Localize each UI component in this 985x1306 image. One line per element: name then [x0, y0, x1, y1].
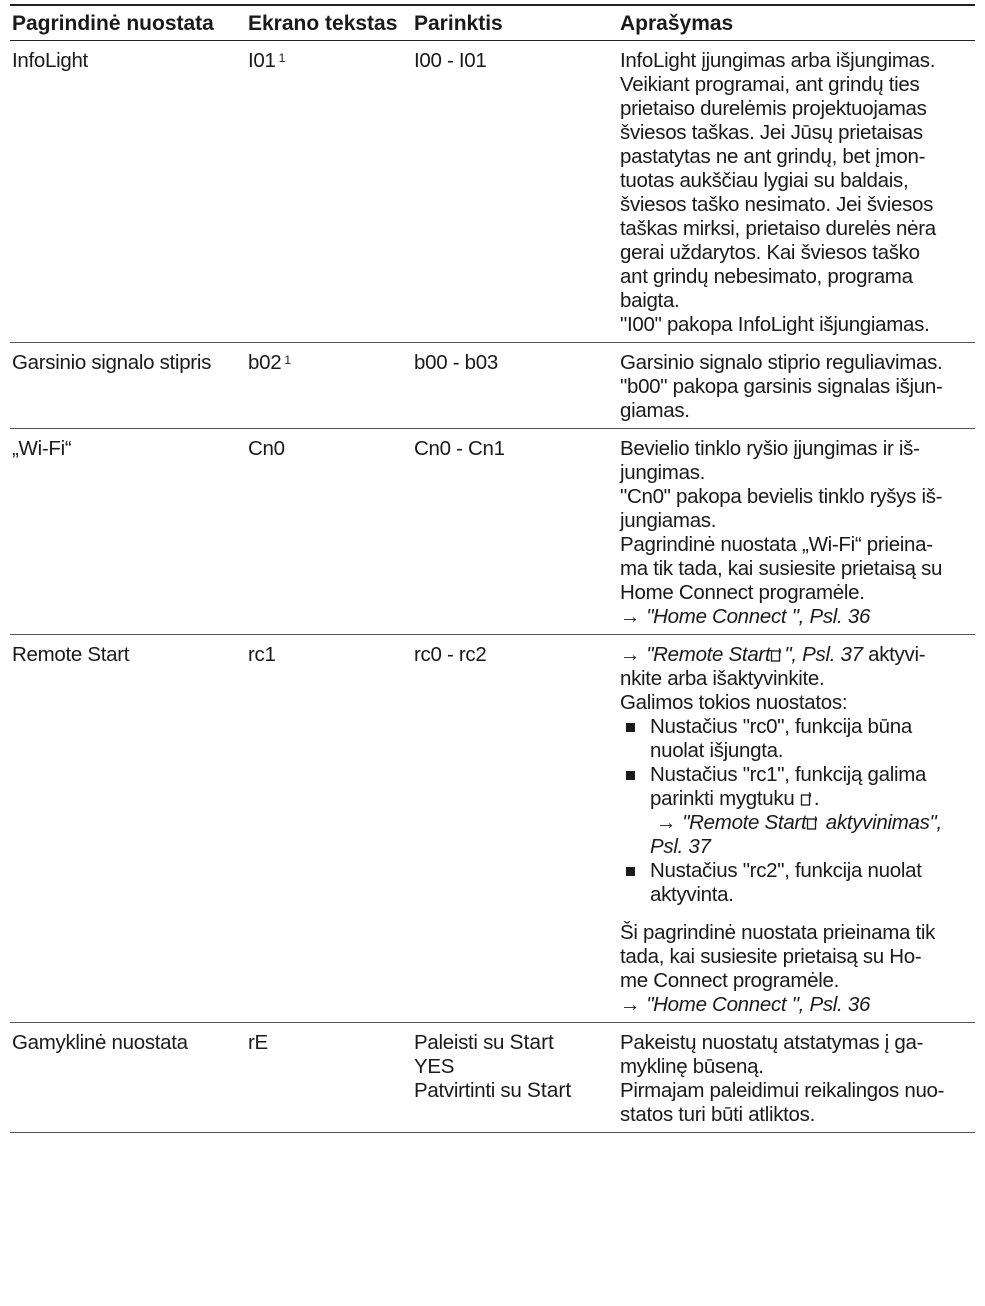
- bullet-square-icon: [626, 723, 635, 732]
- arrow-right-icon: →: [620, 605, 641, 628]
- cross-reference-link[interactable]: → "Home Connect ", Psl. 36: [620, 605, 871, 628]
- option-range: I00 - I01: [414, 49, 487, 72]
- description: InfoLight įjungimas arba išjungimas. Veikiant programai, ant grindų ties prietaiso durelėmis projektuojamas šviesos taškas. Jei Jūsų prietaisas pastatytas ne ant grindų, bet įmon- tuotas aukščiau lygiai su baldais, šviesos taško nesimato. Jei šviesos taškas mirksi, prietaiso durelės nėra gerai uždarytos. Kai šviesos taško ant grindų nebesimato, programa baigta. "I00" pakopa InfoLight išjungiamas.: [620, 49, 936, 336]
- remote-start-icon: [806, 815, 820, 831]
- arrow-right-icon: →: [620, 993, 641, 1016]
- setting-name: InfoLight: [12, 49, 88, 72]
- start-key-label: Start: [509, 1031, 554, 1054]
- display-text: b02 $^1$: [248, 351, 291, 374]
- setting-name: „Wi-Fi“: [12, 437, 72, 460]
- setting-name: Remote Start: [12, 643, 130, 666]
- list-item: Nustačius "rc2", funkcija nuolat aktyvinta.: [620, 859, 967, 907]
- display-text: Cn0: [248, 437, 285, 460]
- arrow-right-icon: →: [656, 811, 677, 834]
- description: → "Remote Start ", Psl. 37 aktyvi- nkite arba išaktyvinkite. Galimos tokios nuostatos: Nustačius "rc0", funkcija būna nuolat išjungta. Nustačius "rc1", funkciją galima parinkti mygtuku . → "Remote Start aktyvinimas", Psl. 37 Nustačius "rc2", funkcija nuolat aktyvinta. Ši pagrindinė nuostata prieinama tik tada, kai susiesite prietaisą su Ho- me Connect programėle. → "Home Connect ", Psl. 36: [618, 635, 975, 1023]
- settings-table: [10, 4, 975, 1133]
- display-text: I01 $^1$: [248, 49, 285, 72]
- table-row: [10, 1023, 975, 1133]
- options-list: [620, 715, 967, 907]
- option-range: rc0 - rc2: [414, 643, 487, 666]
- table-row: [10, 429, 975, 635]
- description: Pakeistų nuostatų atstatymas į ga- myklinę būseną. Pirmajam paleidimui reikalingos nuo- statos turi būti atliktos.: [620, 1031, 945, 1126]
- cross-reference-link[interactable]: → "Remote Start ", Psl. 37: [620, 643, 863, 666]
- bullet-square-icon: [626, 867, 635, 876]
- remote-start-icon: [800, 791, 814, 807]
- display-text: rc1: [248, 643, 276, 666]
- option-range: Cn0 - Cn1: [414, 437, 505, 460]
- cross-reference-link[interactable]: → "Remote Start aktyvinimas",: [656, 811, 942, 834]
- footnote-marker: 1: [278, 51, 285, 65]
- display-text: rE: [248, 1031, 268, 1054]
- settings-page: [10, 4, 975, 1133]
- list-item: Nustačius "rc0", funkcija būna nuolat išjungta.: [620, 715, 967, 763]
- description: Bevielio tinklo ryšio įjungimas ir iš- jungimas. "Cn0" pakopa bevielis tinklo ryšys iš- jungiamas. Pagrindinė nuostata „Wi-Fi“ prieina- ma tik tada, kai susiesite prietaisą su Home Connect programėle. → "Home Connect ", Psl. 36: [618, 429, 975, 635]
- table-row: [10, 635, 975, 1023]
- header-setting: Pagrindinė nuostata: [12, 12, 214, 35]
- table-row: [10, 343, 975, 429]
- setting-name: Garsinio signalo stipris: [12, 351, 212, 374]
- start-key-label: Start: [526, 1079, 572, 1102]
- option-range: Paleisti su Start YES Patvirtinti su Start: [414, 1031, 572, 1102]
- header-description: Aprašymas: [620, 12, 734, 35]
- option-range: b00 - b03: [414, 351, 498, 374]
- list-item: Nustačius "rc1", funkciją galima parinkti mygtuku . → "Remote Start aktyvinimas", Psl. 37: [620, 763, 967, 859]
- table-header-row: [10, 5, 975, 41]
- arrow-right-icon: →: [620, 643, 641, 666]
- setting-name: Gamyklinė nuostata: [12, 1031, 188, 1054]
- footnote-marker: 1: [284, 353, 291, 367]
- bullet-square-icon: [626, 771, 635, 780]
- cross-reference-link[interactable]: → "Home Connect ", Psl. 36: [620, 993, 871, 1016]
- header-display-text: Ekrano tekstas: [248, 12, 398, 35]
- description: Garsinio signalo stiprio reguliavimas. "b00" pakopa garsinis signalas išjun- giamas.: [620, 351, 943, 422]
- header-option: Parinktis: [414, 12, 503, 35]
- remote-start-icon: [770, 647, 784, 663]
- table-row: [10, 41, 975, 343]
